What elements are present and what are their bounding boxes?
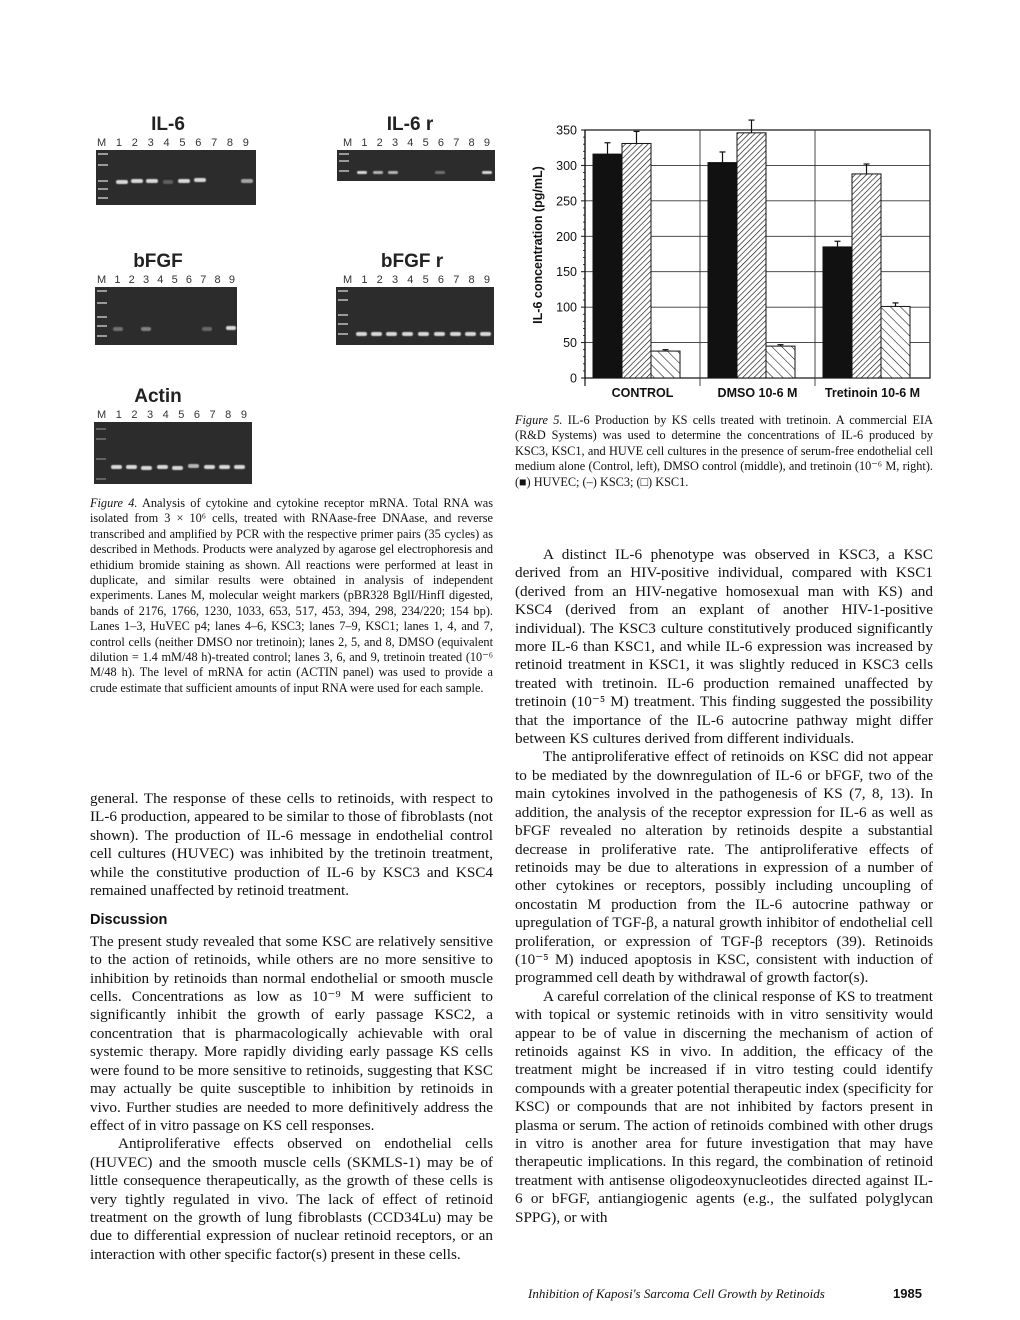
x-tick-label: DMSO 10-6 M — [717, 386, 798, 400]
x-tick-label: CONTROL — [611, 386, 674, 400]
x-tick-label: Tretinoin 10-6 M — [824, 386, 921, 400]
bar-ksc1 — [881, 306, 910, 378]
paragraph: The antiproliferative effect of retinoids on KSC did not appear to be mediated by the downregulation of IL-6 or bFGF, two of the main cytokines involved in the pathogenesis of KS (7, 8, 13). In addition, the analysis of the receptor expression for IL-6 as well as bFGF revealed no alteration by retinoids despite a substantial decrease in proliferative rate. The antiproliferative effects of retinoids may be due to alterations in expression of a number of other cytokines or receptors, possibly including uncoupling of oncostatin M production from the IL-6 autocrine pathway or upregulation of TGF-β, a natural growth inhibitor of endothelial cell proliferation, or expression of TGF-β receptors (39). Retinoids (10⁻⁵ M) induced apoptosis in KSC, consistent with induction of programmed cell death by withdrawal of growth factor(s). — [515, 748, 933, 987]
figure-4-label: Figure 4. — [90, 496, 138, 510]
figure-4-caption-text: Analysis of cytokine and cytokine receptor mRNA. Total RNA was isolated from 3 × 10⁶ cells, treated with RNAase-free DNAase, and reverse transcribed and amplified by PCR with the respective primer pairs (35 cycles) as described in Methods. Products were analyzed by agarose gel electrophoresis and ethidium bromide staining as shown. All reactions were performed at least in duplicate, and similar results were obtained in analysis of independent experiments. Lanes M, molecular weight markers (pBR328 BglI/HinfI digested, bands of 2176, 1766, 1230, 1033, 653, 517, 453, 394, 298, 234/220; 154 bp). Lanes 1–3, HuVEC p4; lanes 4–6, KSC3; lanes 7–9, KSC1; lanes 1, 4, and 7, control cells (neither DMSO nor tretinoin); lanes 2, 5, and 8, DMSO (equivalent dilution = 1.4 mM/48 h)-treated control; lanes 3, 6, and 9, tretinoin treated (10⁻⁶ M/48 h). The level of mRNA for actin (ACTIN panel) was used to provide a crude estimate that sufficient amounts of input RNA were used for each sample. — [90, 496, 493, 695]
gel-title-il6r: IL-6 r — [386, 114, 434, 135]
y-tick-label: 300 — [556, 158, 577, 173]
paragraph: Antiproliferative effects observed on endothelial cells (HUVEC) and the smooth muscle cells (SKMLS-1) may be of little consequence therapeutically, as the growth of these cells is very tightly regulated in vivo. The lack of effect of retinoid treatment on the growth of lung fibroblasts (CCD34Lu) may be due to differential expression of nuclear retinoid receptors, or an interaction with other specific factor(s) present in these cells. — [90, 1135, 493, 1263]
y-tick-label: 350 — [556, 123, 577, 138]
gel-title-bfgf: bFGF — [133, 251, 183, 272]
paragraph: A careful correlation of the clinical response of KS to treatment with topical or systemic retinoids with in vitro sensitivity would appear to be of value in discerning the mechanism of action of retinoids against KS in vivo. In addition, the efficacy of the treatment might be increased if in vitro testing could identify compounds with a greater potential therapeutic index (specificity for KSC) or compounds that are not inhibited by factors present in plasma or serum. The action of retinoids combined with other drugs in vitro is another area for future investigation that may have therapeutic implications. In this regard, the combination of retinoid treatment with antisense oligodeoxynucleotides directed against IL-6 or bFGF, antiangiogenic agents (e.g., the sulfated polyglycan SPPG), or with — [515, 987, 933, 1226]
bar-ksc3 — [852, 174, 881, 378]
section-heading-discussion: Discussion — [90, 912, 168, 929]
bar-ksc1 — [766, 346, 795, 378]
gel-title-bfgfr: bFGF r — [380, 251, 444, 272]
paragraph: general. The response of these cells to retinoids, with respect to IL-6 production, appeared to be similar to those of fibroblasts (not shown). The production of IL-6 message in endothelial control cell cultures (HUVEC) was inhibited by the tretinoin treatment, while the constitutive production of IL-6 by KSC3 and KSC4 remained unaffected by retinoid treatment. — [90, 790, 493, 900]
paragraph: A distinct IL-6 phenotype was observed in KSC3, a KSC derived from an HIV-positive individual, compared with KSC1 (derived from an HIV-negative homosexual man with KS) and KSC4 (derived from an explant of another HIV-1-positive individual). The KSC3 culture constitutively produced significantly more IL-6 than KSC1, and while IL-6 expression was increased by retinoid treatment in KSC1, it was slightly reduced in KSC3 cells treated with tretinoin. IL-6 production remained unaffected by tretinoin (10⁻⁵ M) treatment. This finding suggested the possibility that the importance of the IL-6 autocrine pathway might differ between KS cultures derived from different individuals. — [515, 546, 933, 748]
y-tick-label: 150 — [556, 265, 577, 280]
bar-ksc3 — [622, 143, 651, 378]
figure-5-caption-text: IL-6 Production by KS cells treated with tretinoin. A commercial EIA (R&D Systems) was used to determine the concentrations of IL-6 produced by KSC3, KSC1, and HUVE cell cultures in the presence of serum-free endothelial cell medium alone (Control, left), DMSO control (middle), and tretinoin (10⁻⁶ M, right). (■) HUVEC; (–) KSC3; (□) KSC1. — [515, 413, 933, 489]
right-column — [515, 546, 933, 1227]
bar-ksc1 — [651, 351, 680, 378]
bar-huvec — [708, 163, 737, 378]
gel-lane-labels-il6: M 1 2 3 4 5 6 7 8 9 — [97, 137, 249, 149]
y-tick-label: 0 — [570, 371, 577, 386]
gel-title-actin: Actin — [134, 386, 182, 407]
gel-image-il6 — [96, 150, 256, 205]
bar-huvec — [823, 247, 852, 378]
figure-5-caption — [515, 413, 933, 490]
running-title: Inhibition of Kaposi's Sarcoma Cell Growth by Retinoids — [528, 1286, 825, 1301]
bar-chart — [505, 100, 945, 405]
y-tick-label: 50 — [563, 336, 577, 351]
y-tick-label: 250 — [556, 194, 577, 209]
figure-4-caption — [90, 496, 493, 696]
gel-image-bfgf — [95, 287, 237, 345]
gel-title-il6: IL-6 — [151, 114, 185, 135]
page-number: 1985 — [893, 1286, 922, 1301]
bar-ksc3 — [737, 133, 766, 378]
figure-5-chart — [505, 100, 945, 405]
gel-image-actin — [94, 422, 252, 484]
y-tick-label: 200 — [556, 229, 577, 244]
gel-lane-labels-actin: M 1 2 3 4 5 6 7 8 9 — [97, 409, 247, 421]
gel-lane-labels-il6r: M 1 2 3 4 5 6 7 8 9 — [343, 137, 490, 149]
gel-image-il6r — [337, 150, 495, 181]
bar-huvec — [593, 154, 622, 378]
y-axis-label: IL-6 concentration (pg/mL) — [531, 166, 545, 324]
paragraph: The present study revealed that some KSC are relatively sensitive to the action of retinoids, while others are no more sensitive to inhibition by retinoids than normal endothelial or smooth muscle cells. Concentrations as low as 10⁻⁹ M were sufficient to significantly inhibit the growth of early passage KSC2, a concentration that is pharmacologically achievable with oral systemic therapy. More rapidly dividing early passage KS cells were found to be more sensitive to retinoids, suggesting that KSC may actually be quite susceptible to inhibition by retinoids in vivo. Further studies are needed to more definitively address the effect of in vitro passage on KS cell responses. — [90, 932, 493, 1134]
left-column — [90, 790, 493, 1264]
figure-5-label: Figure 5. — [515, 413, 563, 427]
gel-lane-labels-bfgfr: M 1 2 3 4 5 6 7 8 9 — [343, 274, 490, 286]
y-tick-label: 100 — [556, 300, 577, 315]
gel-image-bfgfr — [336, 287, 494, 345]
gel-lane-labels-bfgf: M 1 2 3 4 5 6 7 8 9 — [97, 274, 235, 286]
